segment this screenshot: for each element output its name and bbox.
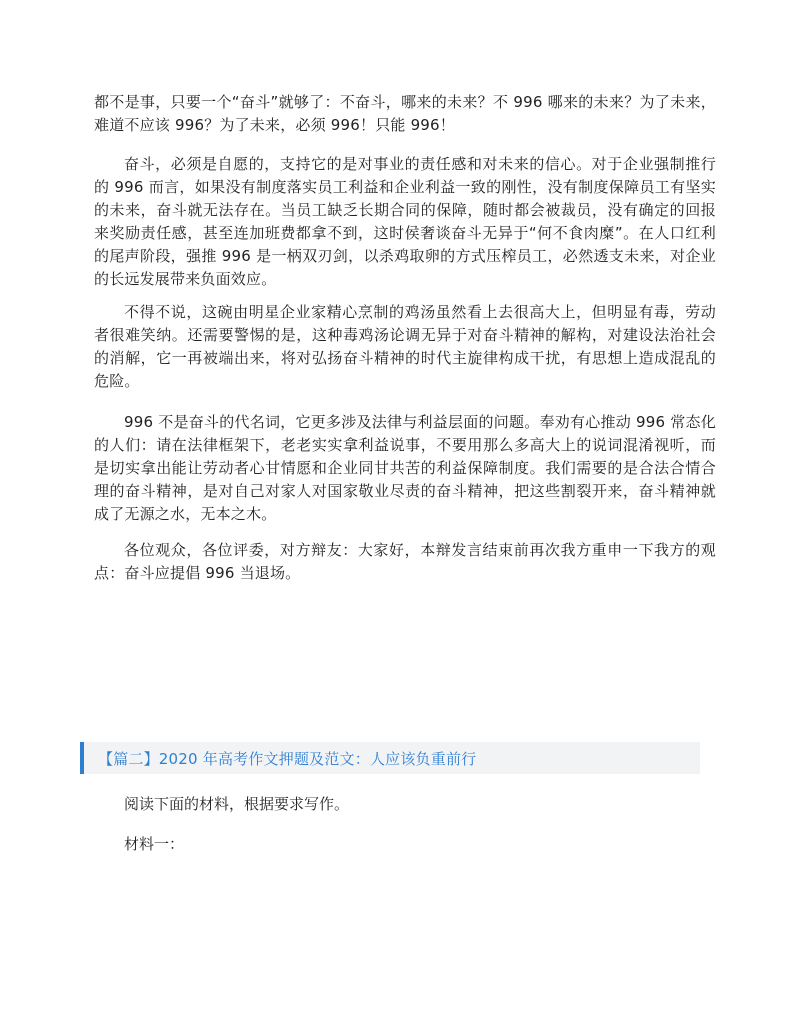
paragraph-4: 996 不是奋斗的代名词，它更多涉及法律与利益层面的问题。奉劝有心推动 996 常态化的人们：请在法律框架下，老老实实拿利益说事，不要用那么多高大上的说词混淆视听，而是切实拿出能让劳动者心甘情愿和企业同甘共苦的利益保障制度。我们需要的是合法合情合理的奋斗精神，是对自己对家人对国家敬业尽责的奋斗精神，把这些割裂开来，奋斗精神就成了无源之水，无本之木。 bbox=[94, 413, 716, 523]
section-heading: 【篇二】2020 年高考作文押题及范文：人应该负重前行 bbox=[98, 749, 477, 768]
material-label: 材料一： bbox=[124, 835, 185, 853]
paragraph-3: 不得不说，这碗由明星企业家精心烹制的鸡汤虽然看上去很高大上，但明显有毒，劳动者很难笑纳。还需要警惕的是，这种毒鸡汤论调无异于对奋斗精神的解构，对建设法治社会的消解，它一再被端出来，将对弘扬奋斗精神的时代主旋律构成干扰，有思想上造成混乱的危险。 bbox=[94, 303, 716, 390]
instruction-text: 阅读下面的材料，根据要求写作。 bbox=[124, 795, 350, 813]
paragraph-1: 都不是事，只要一个“奋斗”就够了：不奋斗，哪来的未来？不 996 哪来的未来？为了未来，难道不应该 996？为了未来，必须 996！只能 996！ bbox=[94, 93, 716, 134]
paragraph-5: 各位观众，各位评委，对方辩友：大家好，本辩发言结束前再次我方重申一下我方的观点：奋斗应提倡 996 当退场。 bbox=[94, 541, 716, 582]
section-heading-bar bbox=[80, 742, 700, 774]
paragraph-2: 奋斗，必须是自愿的，支持它的是对事业的责任感和对未来的信心。对于企业强制推行的 996 而言，如果没有制度落实员工利益和企业利益一致的刚性，没有制度保障员工有坚实的未来，奋斗就无法存在。当员工缺乏长期合同的保障，随时都会被裁员，没有确定的回报来奖励责任感，甚至连加班费都拿不到，这时侯奢谈奋斗无异于“何不食肉糜”。在人口红利的尾声阶段，强推 996 是一柄双刃剑，以杀鸡取卵的方式压榨员工，必然透支未来，对企业的长远发展带来负面效应。 bbox=[94, 155, 716, 288]
